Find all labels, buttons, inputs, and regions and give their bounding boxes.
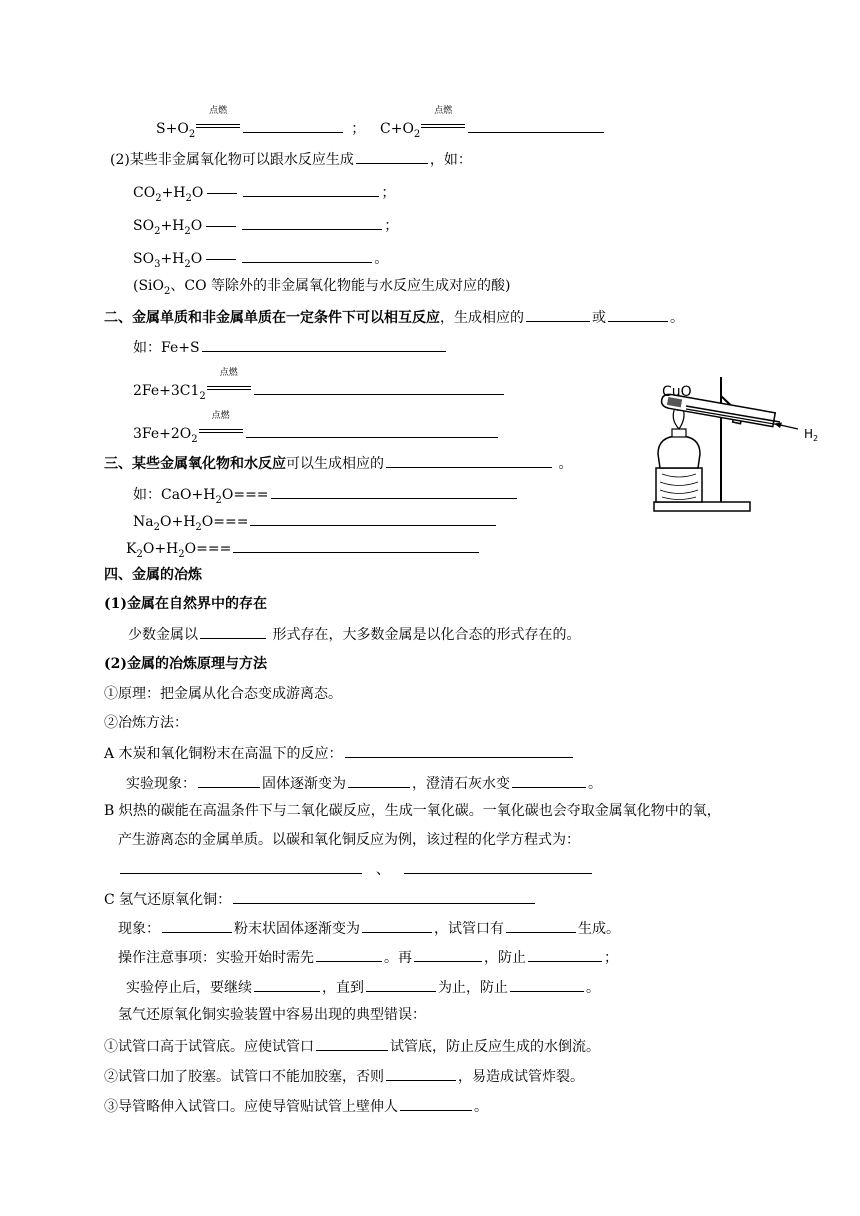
- hydrogen-reduction-apparatus: [648, 374, 828, 519]
- answer-blank[interactable]: [362, 918, 432, 933]
- answer-blank[interactable]: [316, 1036, 388, 1051]
- line-c-stop: 实验停止后，要继续 ，直到 为止，防止 。: [126, 977, 600, 997]
- answer-blank[interactable]: [510, 977, 584, 992]
- answer-blank[interactable]: [356, 149, 428, 164]
- answer-blank[interactable]: [250, 511, 496, 526]
- eq-c-o2: $C+O_2$ 点燃: [380, 115, 606, 138]
- condition-ignite: 点燃: [207, 377, 251, 395]
- answer-blank[interactable]: [386, 453, 552, 468]
- eq-k2o-h2o: $K_2O+H_2O===$: [126, 538, 481, 558]
- answer-blank[interactable]: [233, 889, 535, 904]
- eq-fe-cl2: $2Fe+3C1_2$ 点燃: [133, 377, 506, 400]
- answer-blank[interactable]: [243, 118, 343, 133]
- answer-blank[interactable]: [271, 484, 517, 499]
- answer-blank[interactable]: [243, 182, 379, 197]
- stand-base: [654, 502, 750, 511]
- line-a-phenomenon: 实验现象： 固体逐渐变为 ，澄清石灰水变 。: [126, 773, 602, 793]
- answer-blank[interactable]: [526, 307, 590, 322]
- eq-co2-h2o: $CO_2+H_2O$ ；: [133, 182, 395, 202]
- eq-na2o-h2o: $Na_2O+H_2O===$: [133, 511, 498, 531]
- error-1: ①试管口高于试管底。应使试管口 试管底，防止反应生成的水倒流。: [104, 1036, 600, 1056]
- line-b-answers: 、: [118, 859, 594, 879]
- answer-blank[interactable]: [386, 1066, 456, 1081]
- eq-so3-h2o: $SO_3+H_2O$ 。: [133, 248, 388, 268]
- eq-so2-h2o: $SO_2+H_2O$ ；: [133, 215, 398, 235]
- line-c-notes: 操作注意事项：实验开始时需先 。再 ，防止 ；: [118, 947, 618, 967]
- section-two-heading: 二、金属单质和非金属单质在一定条件下可以相互反应，生成相应的 或 。: [104, 307, 684, 327]
- label-hydrogen: $H_2$: [804, 427, 819, 443]
- answer-blank[interactable]: [512, 773, 586, 788]
- line-typical-errors: 氢气还原氧化铜实验装置中容易出现的典型错误：: [118, 1007, 426, 1023]
- line-methods: ②冶炼方法：: [104, 715, 188, 731]
- subheading-existence: (1)金属在自然界中的存在: [104, 596, 267, 612]
- answer-blank[interactable]: [348, 773, 410, 788]
- line-a-carbon: A 木炭和氧化铜粉末在高温下的反应：: [104, 743, 575, 763]
- line-principle: ①原理：把金属从化合态变成游离态。: [104, 686, 342, 702]
- condition-ignite: 点燃: [196, 115, 240, 133]
- answer-blank[interactable]: [242, 248, 372, 263]
- answer-blank[interactable]: [528, 947, 602, 962]
- line-b-2: 产生游离态的金属单质。以碳和氧化铜反应为例，该过程的化学方程式为：: [118, 832, 580, 848]
- answer-blank[interactable]: [120, 859, 362, 874]
- eq-s-o2: $S+O_2$ 点燃 ；: [156, 106, 366, 140]
- error-2: ②试管口加了胶塞。试管口不能加胶塞，否则 ，易造成试管炸裂。: [104, 1066, 584, 1086]
- eq-cao-h2o: 如：$CaO+H_2O===$: [133, 484, 519, 504]
- line-c-hydrogen: C 氢气还原氧化铜：: [104, 889, 537, 909]
- answer-blank[interactable]: [400, 1096, 472, 1111]
- section-three-heading: 三、某些金属氧化物和水反应可以生成相应的 。: [104, 453, 572, 473]
- eq-fe-o2: $3Fe+2O_2$ 点燃: [133, 420, 500, 443]
- answer-blank[interactable]: [198, 773, 260, 788]
- answer-blank[interactable]: [468, 118, 604, 133]
- answer-blank[interactable]: [404, 859, 592, 874]
- answer-blank[interactable]: [316, 947, 382, 962]
- answer-blank[interactable]: [200, 624, 266, 639]
- line-c-phenomenon: 现象： 粉末状固体逐渐变为 ，试管口有 生成。: [118, 918, 620, 938]
- alcohol-lamp: [658, 436, 700, 468]
- error-3: ③导管略伸入试管口。应使导管贴试管上壁伸人 。: [104, 1096, 488, 1116]
- line-free-state: 少数金属以 形式存在，大多数金属是以化合态的形式存在的。: [128, 624, 580, 644]
- section-four-heading: 四、金属的冶炼: [104, 567, 202, 583]
- answer-blank[interactable]: [202, 337, 446, 352]
- answer-blank[interactable]: [242, 215, 382, 230]
- eq-fe-s: 如：Fe+S: [133, 337, 448, 357]
- condition-ignite: 点燃: [199, 420, 243, 438]
- answer-blank[interactable]: [254, 380, 504, 395]
- line-nonmetal-oxide: (2)某些非金属氧化物可以跟水反应生成 ，如：: [110, 149, 472, 169]
- note-sio2: (SiO$_2$、CO 等除外的非金属氧化物能与水反应生成对应的酸): [133, 278, 511, 297]
- label-cuo: CuO: [662, 384, 692, 400]
- answer-blank[interactable]: [246, 423, 498, 438]
- condition-ignite: 点燃: [421, 115, 465, 133]
- answer-blank[interactable]: [254, 977, 320, 992]
- answer-blank[interactable]: [414, 947, 482, 962]
- answer-blank[interactable]: [233, 538, 479, 553]
- answer-blank[interactable]: [366, 977, 436, 992]
- subheading-smelting: (2)金属的冶炼原理与方法: [104, 656, 267, 672]
- answer-blank[interactable]: [162, 918, 232, 933]
- answer-blank[interactable]: [608, 307, 668, 322]
- line-b-1: B 炽热的碳能在高温条件下与二氧化碳反应，生成一氧化碳。一氧化碳也会夺取金属氧化物中的氧，: [104, 803, 721, 819]
- answer-blank[interactable]: [506, 918, 576, 933]
- answer-blank[interactable]: [345, 743, 573, 758]
